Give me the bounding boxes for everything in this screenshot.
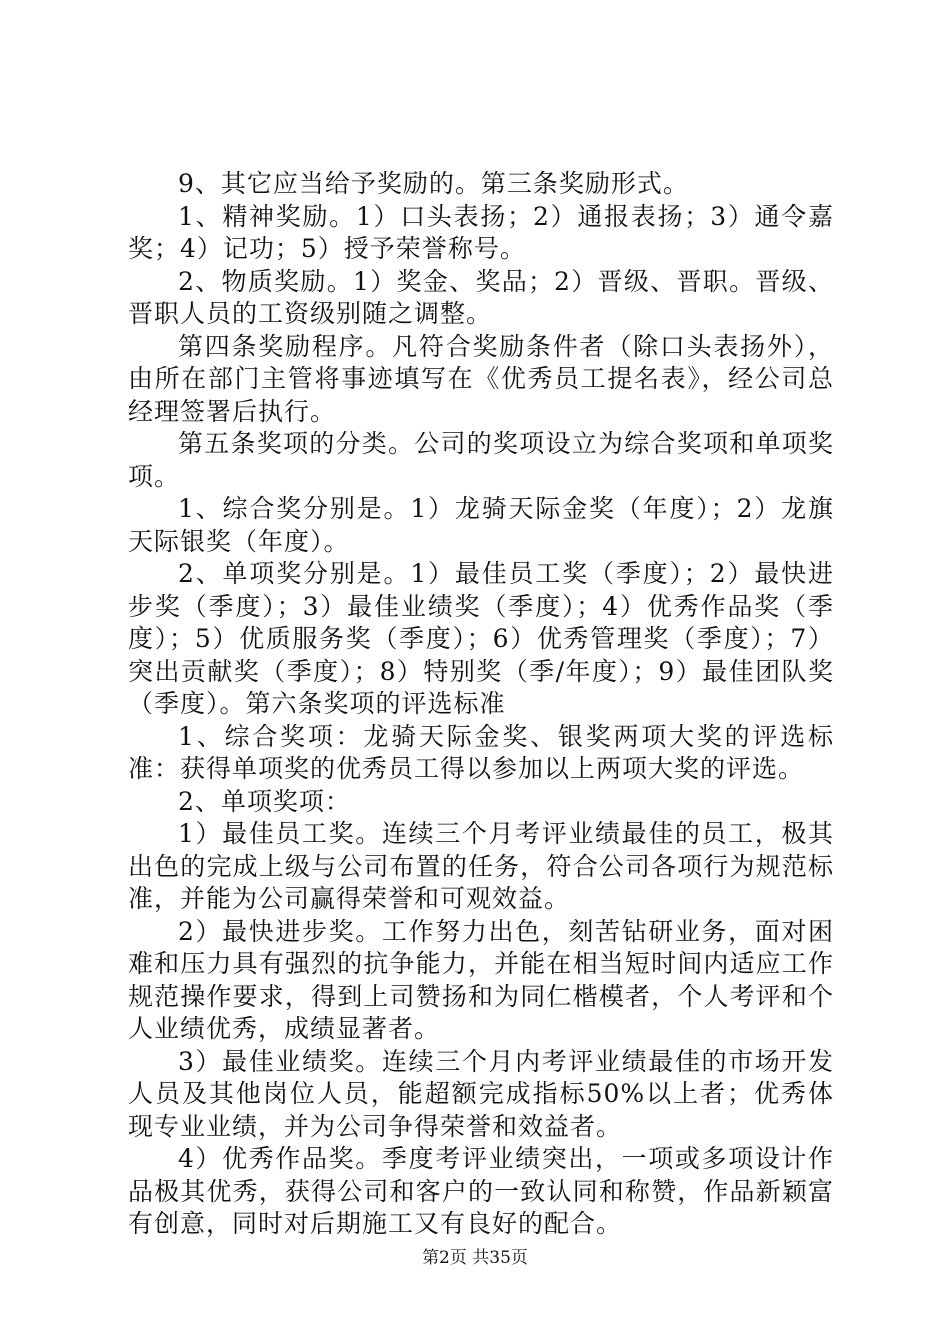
- paragraph-13: 4）优秀作品奖。季度考评业绩突出，一项或多项设计作品极其优秀，获得公司和客户的一致认同和称赞，作品新颖富有创意，同时对后期施工又有良好的配合。: [128, 1144, 834, 1238]
- paragraph-10: 1）最佳员工奖。连续三个月考评业绩最佳的员工，极其出色的完成上级与公司布置的任务，符合公司各项行为规范标准，并能为公司赢得荣誉和可观效益。: [128, 819, 834, 913]
- page-footer: [0, 1243, 950, 1268]
- paragraph-12: 3）最佳业绩奖。连续三个月内考评业绩最佳的市场开发人员及其他岗位人员，能超额完成指标50%以上者；优秀体现专业业绩，并为公司争得荣誉和效益者。: [128, 1046, 834, 1141]
- paragraph-4: 第四条奖励程序。凡符合奖励条件者（除口头表扬外），由所在部门主管将事迹填写在《优秀员工提名表》，经公司总经理签署后执行。: [128, 331, 834, 426]
- paragraph-7: 2、单项奖分别是。1）最佳员工奖（季度）；2）最快进步奖（季度）；3）最佳业绩奖（季度）；4）优秀作品奖（季度）；5）优质服务奖（季度）；6）优秀管理奖（季度）；7）突出贡献奖（季度）；8）特别奖（季/年度）；9）最佳团队奖（季度）。第六条奖项的评选标准: [128, 559, 834, 718]
- document-body: [128, 168, 834, 1241]
- page-number: 第2页 共35页: [422, 1248, 528, 1268]
- paragraph-8: 1、综合奖项：龙骑天际金奖、银奖两项大奖的评选标准：获得单项奖的优秀员工得以参加以上两项大奖的评选。: [128, 721, 834, 783]
- paragraph-3: 2、物质奖励。1）奖金、奖品；2）晋级、晋职。晋级、晋职人员的工资级别随之调整。: [128, 266, 834, 328]
- paragraph-6: 1、综合奖分别是。1）龙骑天际金奖（年度）；2）龙旗天际银奖（年度）。: [128, 494, 834, 556]
- paragraph-11: 2）最快进步奖。工作努力出色，刻苦钻研业务，面对困难和压力具有强烈的抗争能力，并能在相当短时间内适应工作规范操作要求，得到上司赞扬和为同仁楷模者，个人考评和个人业绩优秀，成绩显著者。: [128, 916, 834, 1043]
- paragraph-1: 9、其它应当给予奖励的。第三条奖励形式。: [178, 169, 689, 198]
- paragraph-9: 2、单项奖项：: [178, 786, 351, 816]
- paragraph-2: 1、精神奖励。1）口头表扬；2）通报表扬；3）通令嘉奖；4）记功；5）授予荣誉称号。: [128, 201, 834, 263]
- paragraph-5: 第五条奖项的分类。公司的奖项设立为综合奖项和单项奖项。: [128, 429, 834, 491]
